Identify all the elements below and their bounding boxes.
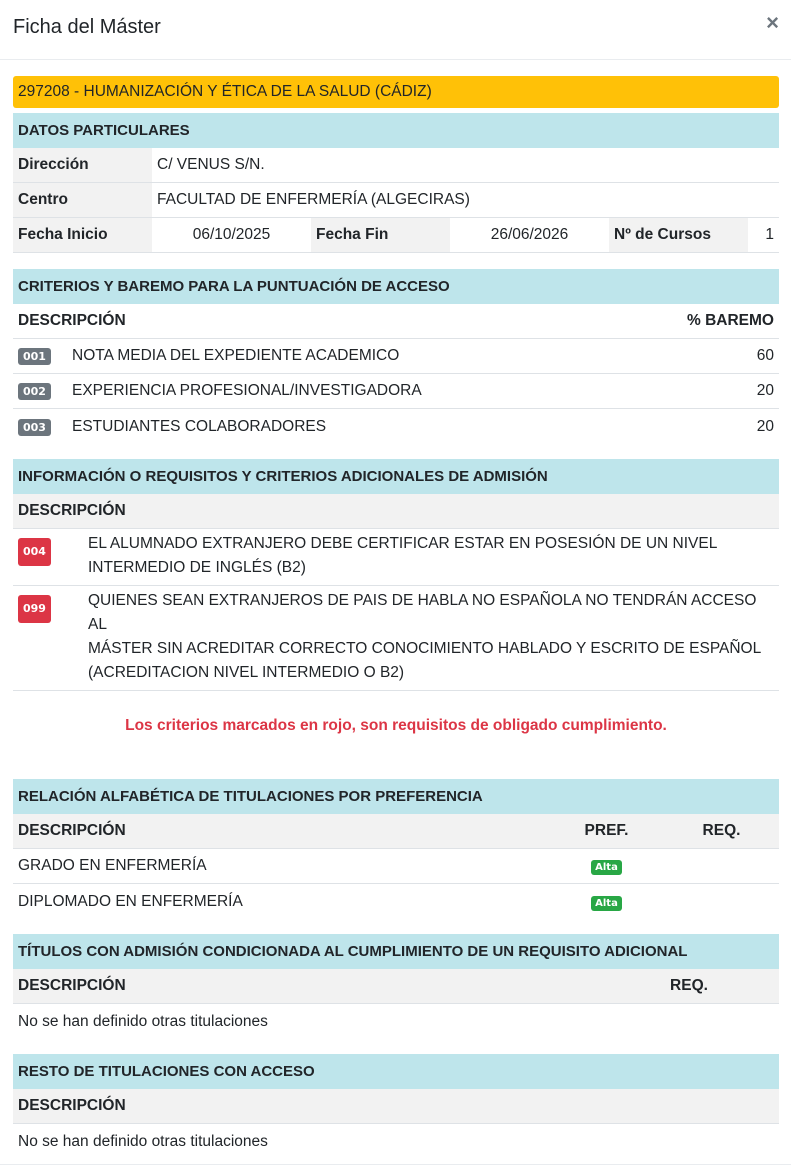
criterio-value: 20 — [756, 417, 774, 435]
modal-header — [0, 0, 791, 60]
adicional-code-badge: 099 — [18, 595, 51, 623]
modal-body — [13, 76, 779, 1159]
titulaciones-header-row — [13, 814, 779, 849]
criterio-value: 20 — [756, 382, 774, 399]
adicional-desc-line: INTERMEDIO DE INGLÉS (B2) — [88, 559, 306, 576]
titulacion-row — [13, 849, 779, 884]
cursos-label: Nº de Cursos — [609, 218, 748, 252]
condicionada-empty-row — [13, 1004, 779, 1039]
titulaciones-col-desc: DESCRIPCIÓN — [18, 822, 126, 839]
modal-title: Ficha del Máster — [13, 16, 161, 38]
titulacion-desc: DIPLOMADO EN ENFERMERÍA — [18, 892, 243, 910]
direccion-label: Dirección — [13, 148, 152, 182]
criterio-row — [13, 339, 779, 374]
resto-empty-row — [13, 1124, 779, 1159]
fecha-fin-value: 26/06/2026 — [490, 226, 569, 243]
criterio-row — [13, 374, 779, 409]
close-button[interactable]: × — [766, 10, 779, 35]
resto-col-desc: DESCRIPCIÓN — [18, 1097, 126, 1114]
centro-value: FACULTAD DE ENFERMERÍA (ALGECIRAS) — [157, 191, 470, 208]
direccion-row — [13, 148, 779, 183]
resto-empty-text: No se han definido otras titulaciones — [18, 1132, 268, 1150]
titulacion-row — [13, 884, 779, 919]
condicionada-col-req: REQ. — [670, 977, 708, 994]
adicional-desc-line: MÁSTER SIN ACREDITAR CORRECTO CONOCIMIENTO HABLADO Y ESCRITO DE ESPAÑOL — [88, 640, 762, 657]
adicional-desc-line: (ACREDITACION NIVEL INTERMEDIO O B2) — [88, 664, 405, 681]
adicionales-heading: INFORMACIÓN O REQUISITOS Y CRITERIOS ADICIONALES DE ADMISIÓN — [13, 459, 779, 494]
criterio-desc: ESTUDIANTES COLABORADORES — [72, 417, 327, 435]
adicional-row — [13, 529, 779, 586]
criterio-value: 60 — [756, 347, 774, 364]
criterios-header-row — [13, 304, 779, 339]
datos-heading: DATOS PARTICULARES — [13, 113, 779, 148]
required-criteria-note: Los criterios marcados en rojo, son requisitos de obligado cumplimiento. — [125, 717, 667, 734]
adicional-desc-line: QUIENES SEAN EXTRANJEROS DE PAIS DE HABLA NO ESPAÑOLA NO TENDRÁN ACCESO AL — [88, 592, 757, 633]
condicionada-empty-text: No se han definido otras titulaciones — [18, 1012, 268, 1030]
fecha-inicio-value: 06/10/2025 — [192, 226, 271, 243]
resto-header-row — [13, 1089, 779, 1124]
adicionales-header-row — [13, 494, 779, 529]
modal-footer-divider — [0, 1164, 791, 1165]
adicionales-col-desc: DESCRIPCIÓN — [18, 502, 126, 519]
condicionada-heading: TÍTULOS CON ADMISIÓN CONDICIONADA AL CUMPLIMIENTO DE UN REQUISITO ADICIONAL — [13, 934, 779, 969]
titulacion-desc: GRADO EN ENFERMERÍA — [18, 857, 207, 874]
master-title-bar: 297208 - HUMANIZACIÓN Y ÉTICA DE LA SALUD (CÁDIZ) — [13, 76, 779, 108]
adicional-row — [13, 586, 779, 691]
condicionada-header-row — [13, 969, 779, 1004]
fecha-inicio-label: Fecha Inicio — [13, 218, 152, 252]
fechas-row — [13, 218, 779, 253]
criterio-code-badge: 003 — [18, 419, 51, 436]
titulaciones-heading: RELACIÓN ALFABÉTICA DE TITULACIONES POR PREFERENCIA — [13, 779, 779, 814]
pref-badge: Alta — [591, 860, 622, 875]
resto-heading: RESTO DE TITULACIONES CON ACCESO — [13, 1054, 779, 1089]
criterios-heading: CRITERIOS Y BAREMO PARA LA PUNTUACIÓN DE ACCESO — [13, 269, 779, 304]
fecha-fin-label: Fecha Fin — [311, 218, 450, 252]
condicionada-col-desc: DESCRIPCIÓN — [18, 977, 126, 994]
adicional-desc-line: EL ALUMNADO EXTRANJERO DEBE CERTIFICAR ESTAR EN POSESIÓN DE UN NIVEL — [88, 535, 718, 552]
centro-row — [13, 183, 779, 218]
centro-label: Centro — [13, 183, 152, 217]
criterio-code-badge: 002 — [18, 383, 51, 400]
titulaciones-col-req: REQ. — [702, 822, 741, 839]
criterio-desc: EXPERIENCIA PROFESIONAL/INVESTIGADORA — [72, 382, 422, 399]
direccion-value: C/ VENUS S/N. — [157, 156, 265, 173]
criterios-col-baremo: % BAREMO — [687, 312, 774, 329]
criterios-col-desc: DESCRIPCIÓN — [18, 312, 126, 329]
criterio-row — [13, 409, 779, 444]
cursos-value: 1 — [765, 226, 774, 243]
adicional-code-badge: 004 — [18, 538, 51, 566]
criterio-code-badge: 001 — [18, 348, 51, 365]
criterio-desc: NOTA MEDIA DEL EXPEDIENTE ACADEMICO — [72, 347, 400, 364]
titulaciones-col-pref: PREF. — [584, 822, 629, 839]
pref-badge: Alta — [591, 896, 622, 911]
